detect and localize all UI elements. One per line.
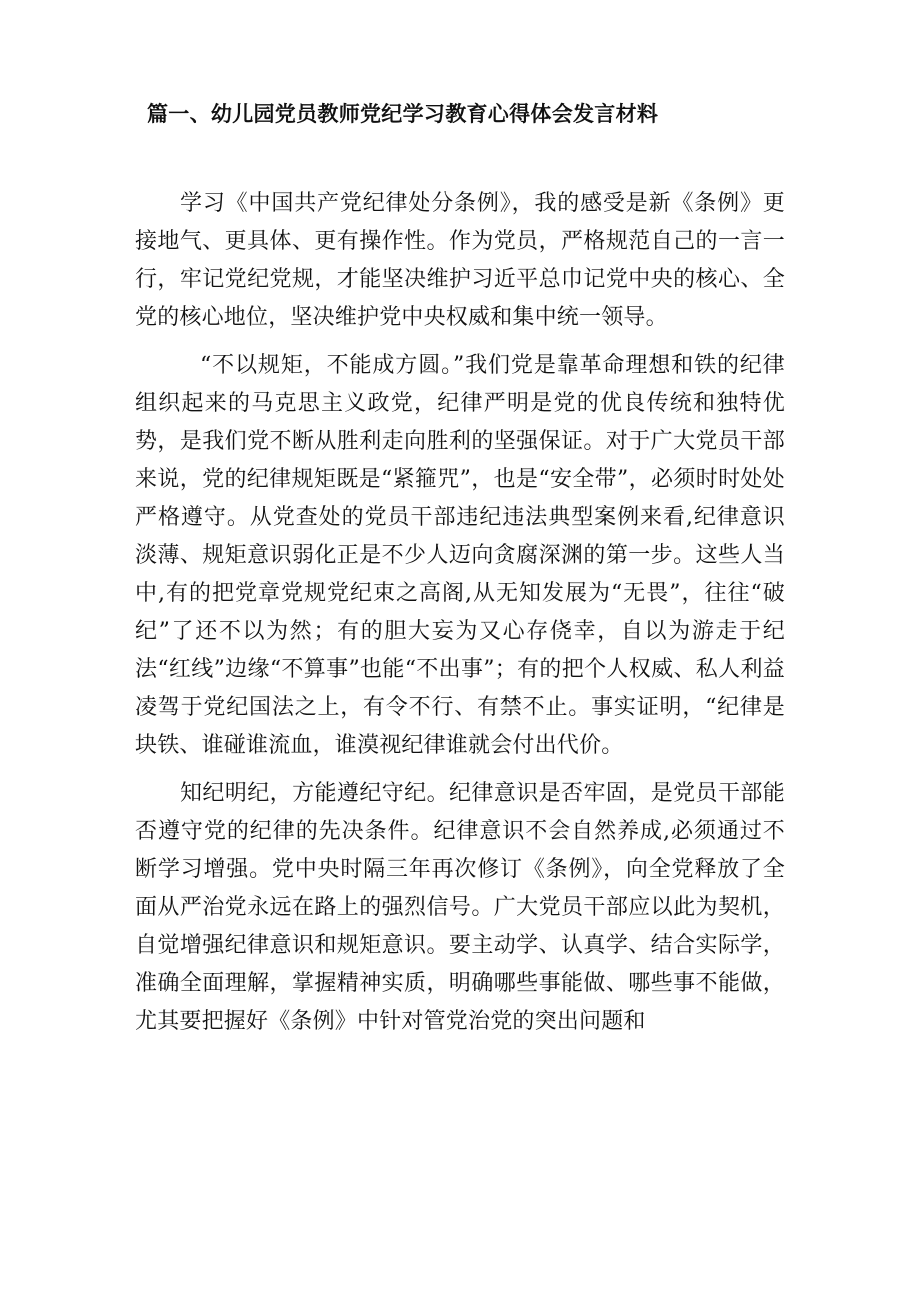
paragraph-2: “不以规矩，不能成方圆。”我们党是靠革命理想和铁的纪律组织起来的马克思主义政党，纪律严明是党的优良传统和独特优势，是我们党不断从胜利走向胜利的坚强保证。对于广大党员干部来说，党的纪律规矩既是“紧箍咒”，也是“安全带”，必须时时处处严格遵守。从党查处的党员干部违纪违法典型案例来看,纪律意识淡薄、规矩意识弱化正是不少人迈向贪腐深渊的第一步。这些人当中,有的把党章党规党纪束之高阁,从无知发展为“无畏”，往往“破纪”了还不以为然；有的胆大妄为又心存侥幸，自以为游走于纪法“红线”边缘“不算事”也能“不出事”；有的把个人权威、私人利益凌驾于党纪国法之上，有令不行、有禁不止。事实证明，“纪律是块铁、谁碰谁流血，谁漠视纪律谁就会付出代价。 xyxy=(135,353,785,758)
paragraph-1: 学习《中国共产党纪律处分条例》，我的感受是新《条例》更接地气、更具体、更有操作性。作为党员，严格规范自己的一言一行，牢记党纪党规，才能坚决维护习近平总巾记党中央的核心、全党的核心地位，坚决维护党中央权威和集中统一领导。 xyxy=(135,191,785,330)
document-title: 篇一、幼儿园党员教师党纪学习教育心得体会发言材料 xyxy=(147,102,659,126)
document-body xyxy=(135,185,785,1051)
paragraph-3: 知纪明纪，方能遵纪守纪。纪律意识是否牢固，是党员干部能否遵守党的纪律的先决条件。纪律意识不会自然养成,必须通过不断学习增强。党中央时隔三年再次修订《条例》，向全党释放了全面从严治党永远在路上的强烈信号。广大党员干部应以此为契机，自觉增强纪律意识和规矩意识。要主动学、认真学、结合实际学，准确全面理解，掌握精神实质，明确哪些事能做、哪些事不能做，尤其要把握好《条例》中针对管党治党的突出问题和 xyxy=(135,781,785,1034)
